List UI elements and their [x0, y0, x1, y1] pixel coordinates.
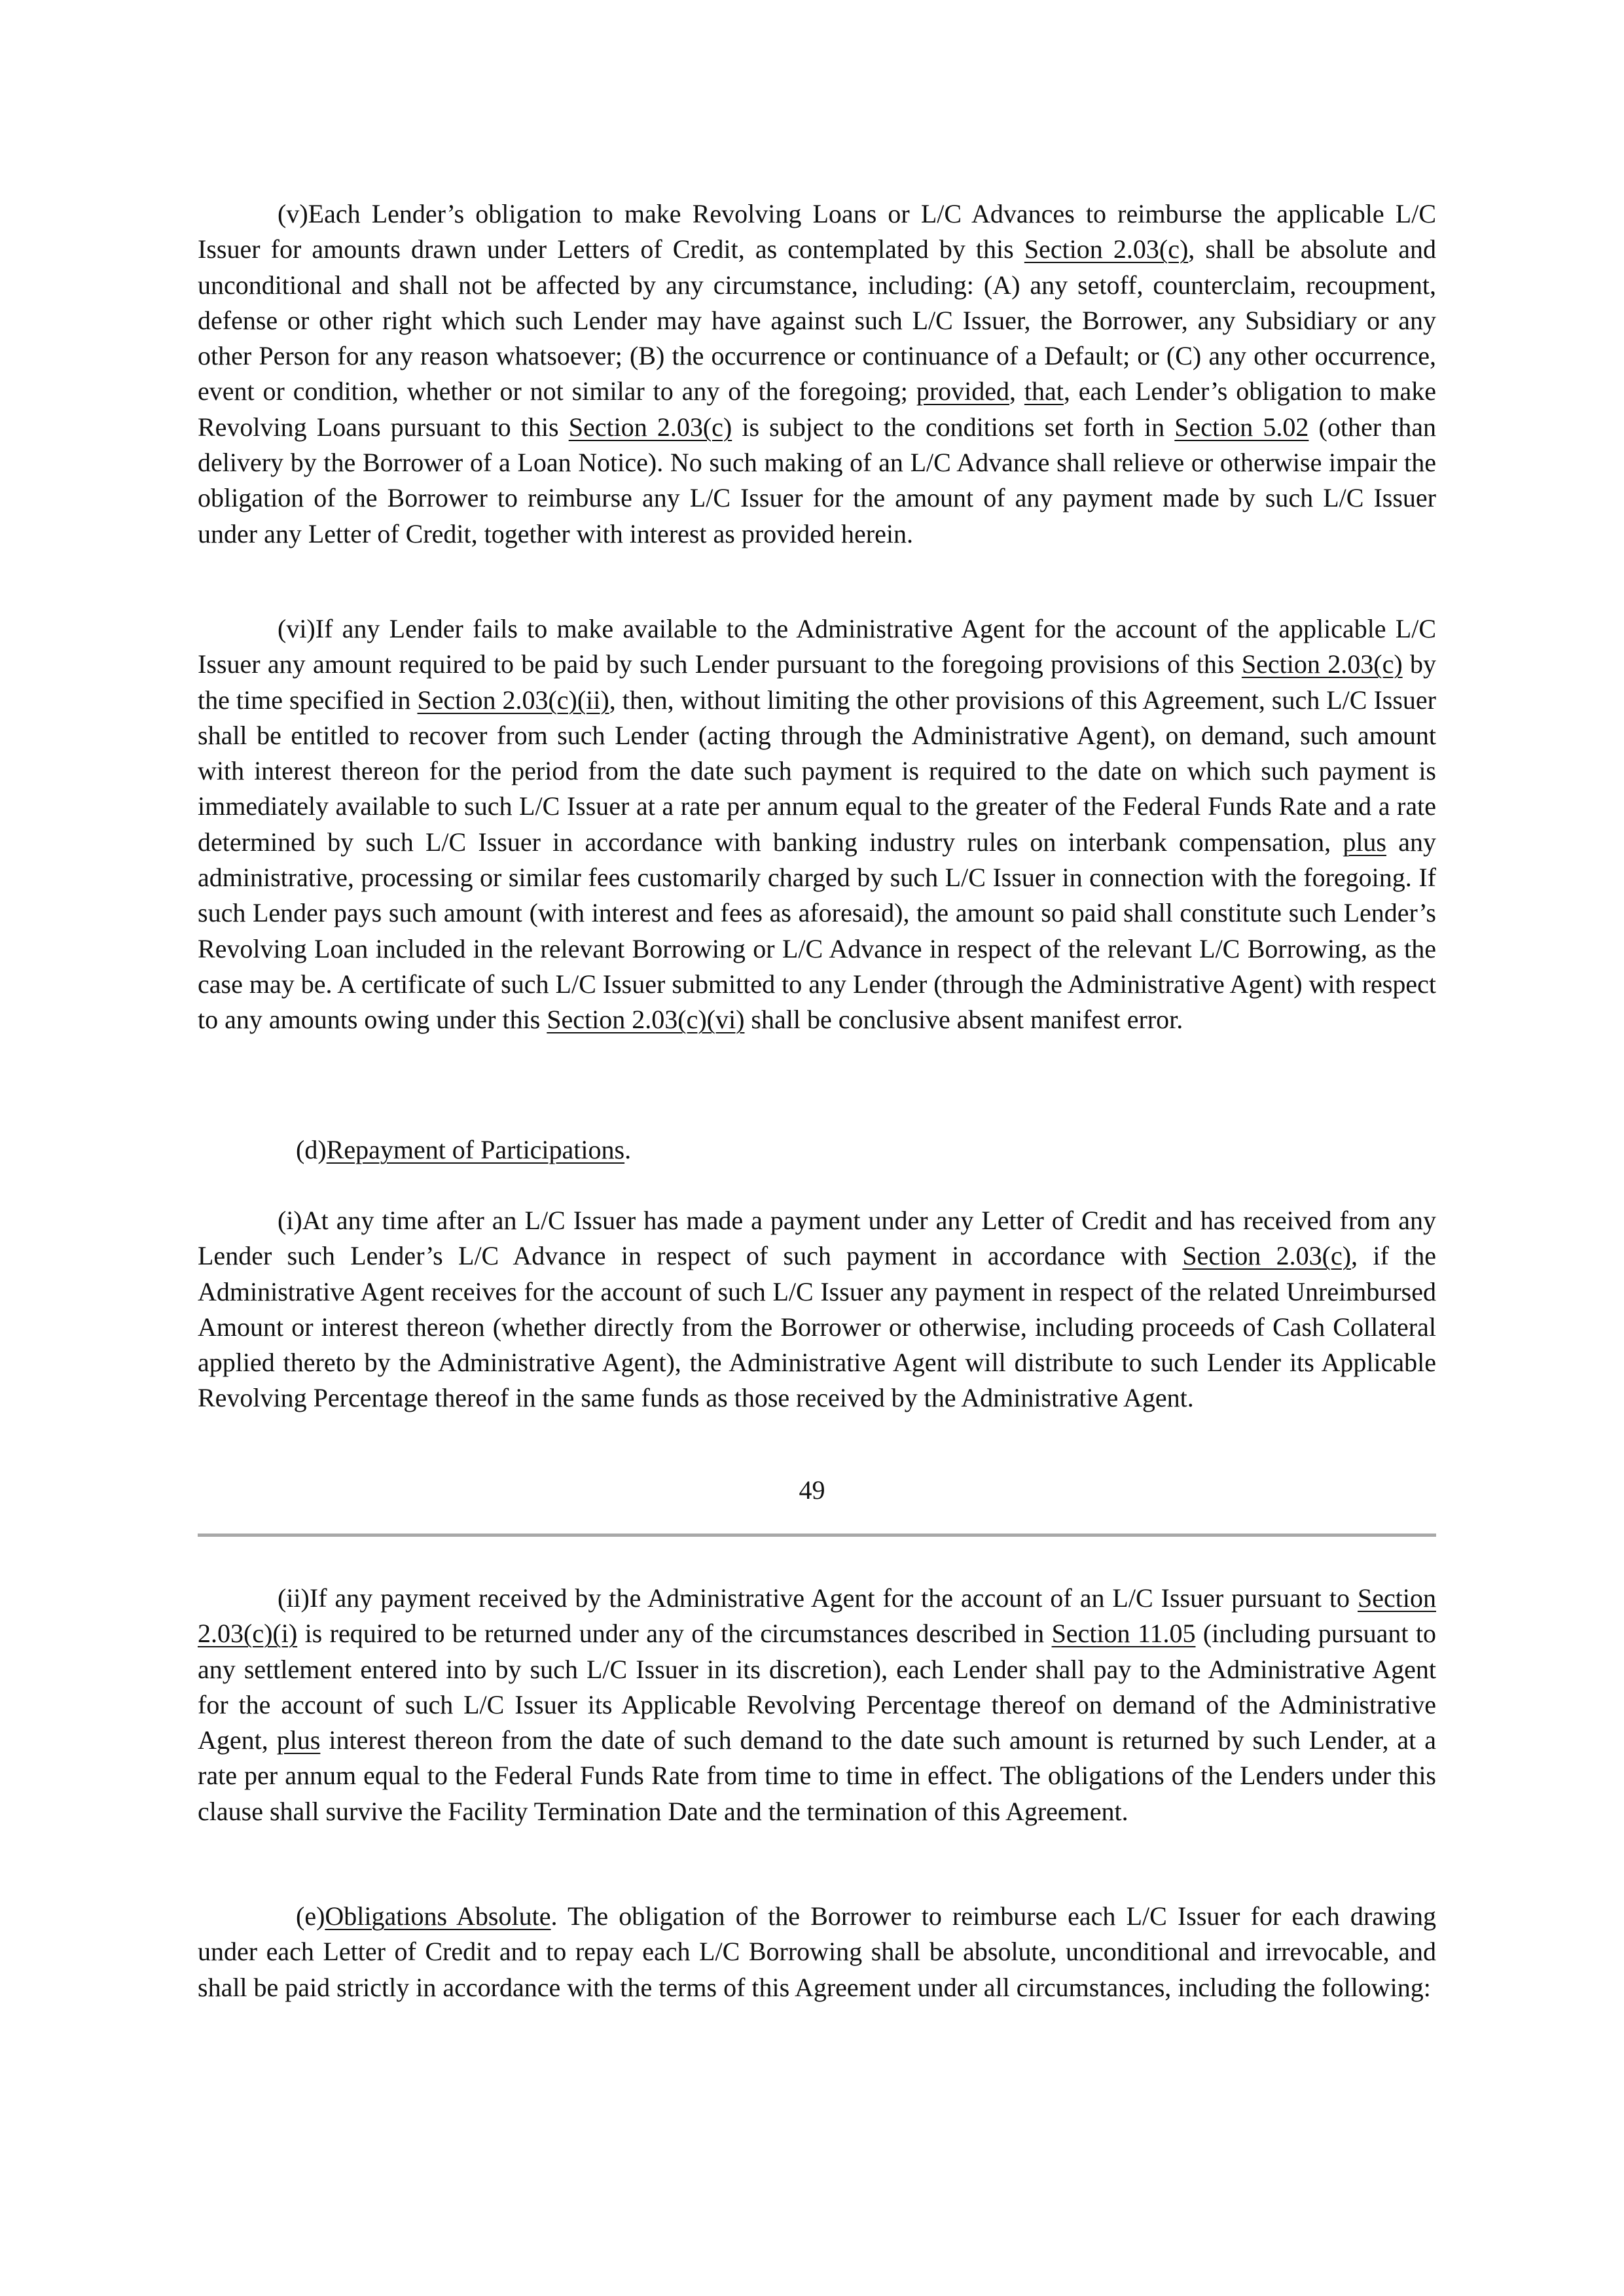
clause-marker: (e) [296, 1901, 325, 1931]
paragraph-text: , [1009, 376, 1024, 406]
plus-term: plus [1343, 827, 1386, 857]
section-reference: Section 2.03(c) [1182, 1241, 1352, 1271]
provided-term: provided [916, 376, 1009, 406]
clause-marker: (v) [278, 199, 308, 228]
that-term: that [1024, 376, 1064, 406]
clause-marker: (ii) [278, 1583, 310, 1613]
section-reference: Section 2.03(c) [568, 412, 732, 442]
paragraph-text: (including pursuant to any settlement entered into by such L/C Issuer in its discretion), each Lender shall pay to the Administrative Agent for the account of such L/C Issuer its Applicable Revolving Percentage thereof on demand of the Administrative Agent, [198, 1619, 1437, 1755]
section-reference: Section 2.03(c)(i) [198, 1583, 1436, 1649]
paragraph-text: any administrative, processing or similar fees customarily charged by such L/C Issuer in connection with the foregoing. If such Lender pays such amount (with interest and fees as aforesaid), the amount so paid shall constitute such Lender’s Revolving Loan included in the relevant Borrowing or L/C Advance in respect of the relevant L/C Borrowing, as the case may be. A certificate of such L/C Issuer submitted to any Lender (through the Administrative Agent) with respect to any amounts owing under this [198, 827, 1436, 1035]
clause-marker: (vi) [278, 614, 316, 643]
paragraph-text: (other than delivery by the Borrower of a Loan Notice). No such making of an L/C Advance shall relieve or otherwise impair the obligation of the Borrower to reimburse any L/C Issuer for the amount of any payment made by such L/C Issuer under any Letter of Credit, together with interest as provided herein. [198, 412, 1437, 548]
clause-marker: (i) [278, 1206, 302, 1235]
heading-text: Obligations Absolute [325, 1901, 551, 1931]
paragraph-text: is required to be returned under any of the circumstances described in [297, 1619, 1052, 1649]
page-number: 49 [799, 1475, 825, 1505]
page-break-divider [198, 1534, 1436, 1537]
paragraph-text: If any payment received by the Administrative Agent for the account of an L/C Issuer pursuant to [309, 1583, 1358, 1613]
section-reference: Section 2.03(c)(ii) [417, 685, 609, 715]
section-reference: Section 11.05 [1051, 1619, 1196, 1649]
paragraph-d-ii [198, 1581, 1436, 1829]
paragraph-d-i [198, 1203, 1436, 1416]
paragraph-text: . The obligation of the Borrower to reimburse each L/C Issuer for each drawing under each Letter of Credit and to repay each L/C Borrowing shall be absolute, unconditional and irrevocable, and shall be paid strictly in accordance with the terms of this Agreement under all circumstances, including the following: [198, 1901, 1437, 2002]
section-reference: Section 5.02 [1174, 412, 1309, 442]
heading-text: Repayment of Participations [326, 1135, 625, 1164]
paragraph-text: by the time specified in [198, 649, 1437, 715]
paragraph-text: At any time after an L/C Issuer has made a payment under any Letter of Credit and has received from any Lender such Lender’s L/C Advance in respect of such payment in accordance with [198, 1206, 1436, 1271]
section-d-heading [198, 1132, 1436, 1168]
paragraph-e [198, 1899, 1436, 2005]
section-reference: Section 2.03(c)(vi) [547, 1005, 745, 1035]
paragraph-text: is subject to the conditions set forth in [732, 412, 1175, 442]
plus-term: plus [276, 1725, 321, 1755]
paragraph-text: shall be conclusive absent manifest error. [744, 1005, 1183, 1035]
clause-marker: (d) [296, 1135, 327, 1164]
paragraph-text: If any Lender fails to make available to the Administrative Agent for the account of the applicable L/C Issuer any amount required to be paid by such Lender pursuant to the foregoing provisions of this [198, 614, 1436, 679]
paragraph-text: , each Lender’s obligation to make Revolving Loans pursuant to this [198, 376, 1436, 442]
paragraph-text: interest thereon from the date of such demand to the date such amount is returned by such Lender, at a rate per annum equal to the Federal Funds Rate from time to time in effect. The obligations of the Lenders under this clause shall survive the Facility Termination Date and the termination of this Agreement. [198, 1725, 1436, 1826]
paragraph-text: , shall be absolute and unconditional and shall not be affected by any circumstance, including: (A) any setoff, counterclaim, recoupment, defense or other right which such Lender may have against such L/C Issuer, the Borrower, any Subsidiary or any other Person for any reason whatsoever; (B) the occurrence or continuance of a Default; or (C) any other occurrence, event or condition, whether or not similar to any of the foregoing; [198, 234, 1437, 406]
section-reference: Section 2.03(c) [1024, 234, 1189, 264]
paragraph-v [198, 196, 1436, 552]
paragraph-text: . [624, 1135, 632, 1164]
paragraph-text: , then, without limiting the other provisions of this Agreement, such L/C Issuer shall be entitled to recover from such Lender (acting through the Administrative Agent), on demand, such amount with interest thereon for the period from the date such payment is required to the date on which such payment is immediately available to such L/C Issuer at a rate per annum equal to the greater of the Federal Funds Rate and a rate determined by such L/C Issuer in accordance with banking industry rules on interbank compensation, [198, 685, 1436, 857]
paragraph-vi [198, 611, 1436, 1038]
paragraph-text: , if the Administrative Agent receives for the account of such L/C Issuer any payment in respect of the related Unreimbursed Amount or interest thereon (whether directly from the Borrower or otherwise, including proceeds of Cash Collateral applied thereto by the Administrative Agent), the Administrative Agent will distribute to such Lender its Applicable Revolving Percentage thereof in the same funds as those received by the Administrative Agent. [198, 1241, 1436, 1413]
paragraph-text: Each Lender’s obligation to make Revolving Loans or L/C Advances to reimburse the applicable L/C Issuer for amounts drawn under Letters of Credit, as contemplated by this [198, 199, 1436, 264]
section-reference: Section 2.03(c) [1241, 649, 1403, 679]
